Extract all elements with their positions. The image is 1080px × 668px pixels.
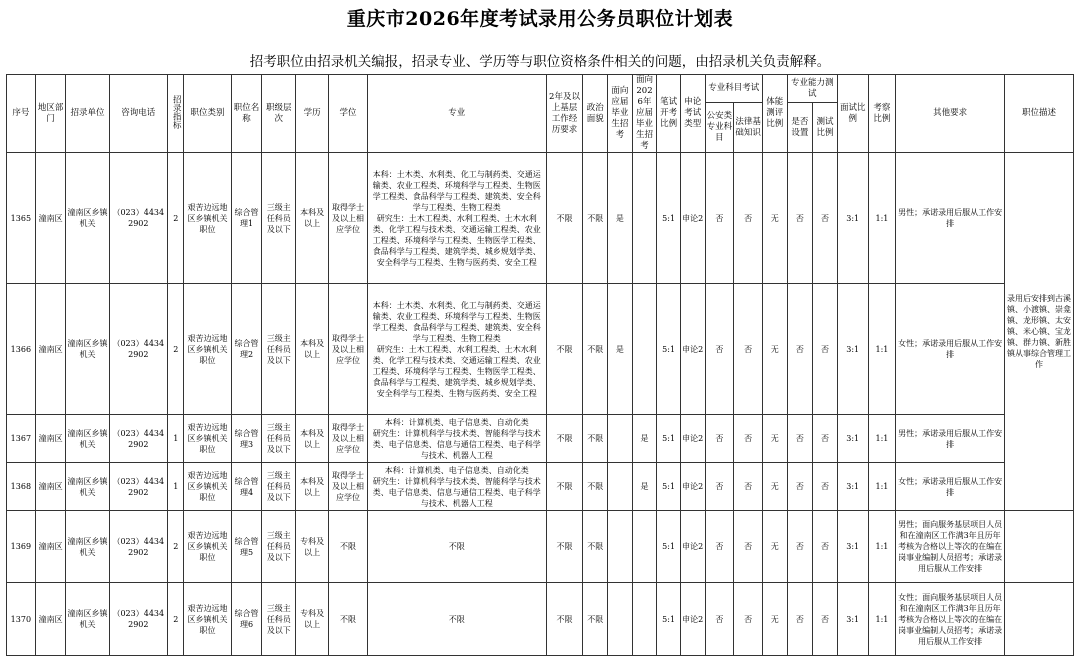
cell-essay-type: 申论2 (680, 583, 705, 656)
cell-level: 三级主任科员及以下 (262, 583, 296, 656)
cell-ability-ratio: 否 (813, 511, 838, 583)
cell-other: 男性；承诺录用后服从工作安排 (896, 153, 1005, 284)
cell-grassroots: 不限 (546, 463, 583, 511)
cell-quota: 2 (168, 284, 184, 415)
cell-unit: 潼南区乡镇机关 (66, 284, 109, 415)
cell-fresh (608, 583, 633, 656)
cell-physical: 无 (762, 415, 787, 463)
cell-edu: 本科及以上 (296, 415, 329, 463)
cell-other: 男性；面向服务基层项目人员和在潼南区工作满3年且历年考核为合格以上等次的在编在岗事业编制人员招考；承诺录用后服从工作安排 (896, 511, 1005, 583)
cell-level: 三级主任科员及以下 (262, 284, 296, 415)
table-row (7, 284, 1074, 415)
cell-police-subject: 否 (705, 284, 734, 415)
col-edu: 学历 (296, 75, 329, 153)
cell-degree: 取得学士及以上相应学位 (329, 284, 368, 415)
cell-police-subject: 否 (705, 415, 734, 463)
col-ability-ratio: 测试比例 (813, 103, 838, 153)
cell-unit: 潼南区乡镇机关 (66, 463, 109, 511)
cell-ability-setup: 否 (787, 284, 813, 415)
cell-physical: 无 (762, 583, 787, 656)
cell-interview-ratio: 3:1 (837, 153, 868, 284)
cell-exam-ratio: 5:1 (657, 511, 681, 583)
cell-exam-ratio: 5:1 (657, 583, 681, 656)
cell-degree: 取得学士及以上相应学位 (329, 415, 368, 463)
cell-major: 本科：计算机类、电子信息类、自动化类 研究生：计算机科学与技术类、智能科学与技术类、电子信息类、信息与通信工程类、电子科学与技术、机器人工程 (368, 463, 547, 511)
page-title: 重庆市2026年度考试录用公务员职位计划表 (346, 8, 734, 30)
col-political: 政治面貌 (583, 75, 608, 153)
col-position: 职位名称 (231, 75, 262, 153)
cell-phone: （023）44342902 (109, 463, 167, 511)
table-row (7, 415, 1074, 463)
cell-region: 潼南区 (35, 415, 66, 463)
cell-phone: （023）44342902 (109, 284, 167, 415)
cell-phone: （023）44342902 (109, 153, 167, 284)
cell-law-subject: 否 (734, 583, 763, 656)
cell-fresh (608, 463, 633, 511)
cell-major: 不限 (368, 583, 547, 656)
cell-ability-ratio: 否 (813, 284, 838, 415)
cell-inspect-ratio: 1:1 (868, 415, 896, 463)
cell-seq: 1366 (7, 284, 36, 415)
cell-degree: 取得学士及以上相应学位 (329, 153, 368, 284)
cell-region: 潼南区 (35, 463, 66, 511)
col-ability-test: 专业能力测试 (787, 75, 837, 103)
cell-edu: 本科及以上 (296, 153, 329, 284)
cell-unit: 潼南区乡镇机关 (66, 583, 109, 656)
cell-desc: 录用后安排到古溪镇、小渡镇、崇龛镇、龙形镇、太安镇、米心镇、宝龙镇、群力镇、新胜镇从事综合管理工作 (1005, 153, 1074, 511)
cell-other: 女性；面向服务基层项目人员和在潼南区工作满3年且历年考核为合格以上等次的在编在岗事业编制人员招考；承诺录用后服从工作安排 (896, 583, 1005, 656)
cell-position: 综合管理2 (231, 284, 262, 415)
cell-inspect-ratio: 1:1 (868, 153, 896, 284)
cell-grassroots: 不限 (546, 583, 583, 656)
cell-ability-setup: 否 (787, 511, 813, 583)
cell-ability-setup: 否 (787, 583, 813, 656)
cell-major: 不限 (368, 511, 547, 583)
cell-position: 综合管理1 (231, 153, 262, 284)
cell-ability-setup: 否 (787, 415, 813, 463)
cell-political: 不限 (583, 284, 608, 415)
col-fresh: 面向应届毕业生招考 (608, 75, 633, 153)
position-plan-table (6, 74, 1074, 656)
cell-seq: 1368 (7, 463, 36, 511)
cell-exam-ratio: 5:1 (657, 463, 681, 511)
cell-fresh2026: 是 (632, 463, 657, 511)
cell-quota: 1 (168, 463, 184, 511)
cell-category: 艰苦边远地区乡镇机关职位 (184, 153, 231, 284)
cell-fresh: 是 (608, 153, 633, 284)
cell-grassroots: 不限 (546, 415, 583, 463)
cell-grassroots: 不限 (546, 284, 583, 415)
col-ability-setup: 是否设置 (787, 103, 813, 153)
table-row (7, 583, 1074, 656)
cell-physical: 无 (762, 511, 787, 583)
col-degree: 学位 (329, 75, 368, 153)
cell-essay-type: 申论2 (680, 511, 705, 583)
cell-quota: 2 (168, 583, 184, 656)
cell-fresh2026 (632, 284, 657, 415)
cell-political: 不限 (583, 463, 608, 511)
cell-fresh: 是 (608, 284, 633, 415)
cell-grassroots: 不限 (546, 511, 583, 583)
cell-seq: 1370 (7, 583, 36, 656)
col-unit: 招录单位 (66, 75, 109, 153)
cell-political: 不限 (583, 583, 608, 656)
cell-level: 三级主任科员及以下 (262, 153, 296, 284)
col-major: 专业 (368, 75, 547, 153)
cell-interview-ratio: 3:1 (837, 284, 868, 415)
cell-essay-type: 申论2 (680, 284, 705, 415)
cell-fresh2026 (632, 583, 657, 656)
col-pro-subject: 专业科目考试 (705, 75, 762, 103)
cell-exam-ratio: 5:1 (657, 415, 681, 463)
cell-other: 女性；承诺录用后服从工作安排 (896, 284, 1005, 415)
table-row (7, 511, 1074, 583)
cell-ability-setup: 否 (787, 463, 813, 511)
cell-category: 艰苦边远地区乡镇机关职位 (184, 415, 231, 463)
cell-edu: 专科及以上 (296, 511, 329, 583)
cell-phone: （023）44342902 (109, 415, 167, 463)
col-region: 地区部门 (35, 75, 66, 153)
header-row-1 (7, 75, 1074, 103)
table-row (7, 463, 1074, 511)
cell-inspect-ratio: 1:1 (868, 583, 896, 656)
cell-inspect-ratio: 1:1 (868, 511, 896, 583)
cell-political: 不限 (583, 153, 608, 284)
col-police-subject: 公安类专业科目 (705, 103, 734, 153)
cell-ability-ratio: 否 (813, 415, 838, 463)
cell-desc (1005, 511, 1074, 583)
cell-level: 三级主任科员及以下 (262, 415, 296, 463)
cell-police-subject: 否 (705, 153, 734, 284)
cell-physical: 无 (762, 153, 787, 284)
cell-ability-setup: 否 (787, 153, 813, 284)
cell-ability-ratio: 否 (813, 583, 838, 656)
page-subtitle: 招考职位由招录机关编报，招录专业、学历等与职位资格条件相关的问题，由招录机关负责解释。 (249, 54, 831, 70)
cell-grassroots: 不限 (546, 153, 583, 284)
cell-category: 艰苦边远地区乡镇机关职位 (184, 583, 231, 656)
cell-region: 潼南区 (35, 583, 66, 656)
cell-essay-type: 申论2 (680, 415, 705, 463)
cell-inspect-ratio: 1:1 (868, 463, 896, 511)
col-other: 其他要求 (896, 75, 1005, 153)
cell-quota: 1 (168, 415, 184, 463)
cell-quota: 2 (168, 511, 184, 583)
cell-seq: 1365 (7, 153, 36, 284)
col-interview-ratio: 面试比例 (837, 75, 868, 153)
cell-category: 艰苦边远地区乡镇机关职位 (184, 511, 231, 583)
cell-other: 男性；承诺录用后服从工作安排 (896, 415, 1005, 463)
cell-category: 艰苦边远地区乡镇机关职位 (184, 284, 231, 415)
cell-inspect-ratio: 1:1 (868, 284, 896, 415)
cell-region: 潼南区 (35, 511, 66, 583)
col-desc: 职位描述 (1005, 75, 1074, 153)
cell-fresh2026: 是 (632, 415, 657, 463)
cell-law-subject: 否 (734, 284, 763, 415)
cell-unit: 潼南区乡镇机关 (66, 153, 109, 284)
cell-edu: 专科及以上 (296, 583, 329, 656)
cell-degree: 取得学士及以上相应学位 (329, 463, 368, 511)
cell-edu: 本科及以上 (296, 463, 329, 511)
cell-other: 女性；承诺录用后服从工作安排 (896, 463, 1005, 511)
col-exam-ratio: 笔试开考比例 (657, 75, 681, 153)
col-physical: 体能测评比例 (762, 75, 787, 153)
cell-level: 三级主任科员及以下 (262, 511, 296, 583)
cell-edu: 本科及以上 (296, 284, 329, 415)
cell-unit: 潼南区乡镇机关 (66, 415, 109, 463)
cell-fresh (608, 511, 633, 583)
col-category: 职位类别 (184, 75, 231, 153)
cell-interview-ratio: 3:1 (837, 583, 868, 656)
cell-essay-type: 申论2 (680, 153, 705, 284)
cell-ability-ratio: 否 (813, 153, 838, 284)
cell-police-subject: 否 (705, 463, 734, 511)
table-row (7, 153, 1074, 284)
col-inspect-ratio: 考察比例 (868, 75, 896, 153)
cell-law-subject: 否 (734, 415, 763, 463)
cell-fresh2026 (632, 153, 657, 284)
cell-major: 本科：土木类、水利类、化工与制药类、交通运输类、农业工程类、环境科学与工程类、生物医学工程类、食品科学与工程类、建筑类、安全科学与工程类、生物工程类 研究生：土木工程类、水利工程类、土木水利类、化学工程与技术类、交通运输工程类、农业工程类、环境科学与工程类、生物医学工程类、食品科学与工程类、建筑学类、城乡规划学类、安全科学与工程类、生物与医药类、安全工程 (368, 284, 547, 415)
cell-seq: 1369 (7, 511, 36, 583)
cell-law-subject: 否 (734, 511, 763, 583)
col-quota: 招录指标 (168, 75, 184, 153)
cell-political: 不限 (583, 511, 608, 583)
cell-category: 艰苦边远地区乡镇机关职位 (184, 463, 231, 511)
col-phone: 咨询电话 (109, 75, 167, 153)
cell-phone: （023）44342902 (109, 511, 167, 583)
cell-desc (1005, 583, 1074, 656)
cell-position: 综合管理4 (231, 463, 262, 511)
cell-law-subject: 否 (734, 153, 763, 284)
cell-major: 本科：土木类、水利类、化工与制药类、交通运输类、农业工程类、环境科学与工程类、生物医学工程类、食品科学与工程类、建筑类、安全科学与工程类、生物工程类 研究生：土木工程类、水利工程类、土木水利类、化学工程与技术类、交通运输工程类、农业工程类、环境科学与工程类、生物医学工程类、食品科学与工程类、建筑学类、城乡规划学类、安全科学与工程类、生物与医药类、安全工程 (368, 153, 547, 284)
cell-interview-ratio: 3:1 (837, 463, 868, 511)
cell-region: 潼南区 (35, 153, 66, 284)
cell-degree: 不限 (329, 583, 368, 656)
cell-position: 综合管理6 (231, 583, 262, 656)
table-body (7, 153, 1074, 656)
cell-major: 本科：计算机类、电子信息类、自动化类 研究生：计算机科学与技术类、智能科学与技术类、电子信息类、信息与通信工程类、电子科学与技术、机器人工程 (368, 415, 547, 463)
cell-phone: （023）44342902 (109, 583, 167, 656)
col-essay-type: 申论考试类型 (680, 75, 705, 153)
cell-exam-ratio: 5:1 (657, 153, 681, 284)
cell-fresh2026 (632, 511, 657, 583)
cell-interview-ratio: 3:1 (837, 511, 868, 583)
cell-interview-ratio: 3:1 (837, 415, 868, 463)
col-level: 职级层次 (262, 75, 296, 153)
cell-quota: 2 (168, 153, 184, 284)
col-law-subject: 法律基础知识 (734, 103, 763, 153)
cell-position: 综合管理3 (231, 415, 262, 463)
cell-political: 不限 (583, 415, 608, 463)
cell-exam-ratio: 5:1 (657, 284, 681, 415)
cell-level: 三级主任科员及以下 (262, 463, 296, 511)
cell-physical: 无 (762, 463, 787, 511)
cell-unit: 潼南区乡镇机关 (66, 511, 109, 583)
col-seq: 序号 (7, 75, 36, 153)
cell-position: 综合管理5 (231, 511, 262, 583)
cell-degree: 不限 (329, 511, 368, 583)
cell-police-subject: 否 (705, 583, 734, 656)
cell-seq: 1367 (7, 415, 36, 463)
cell-ability-ratio: 否 (813, 463, 838, 511)
col-grassroots: 2年及以上基层工作经历要求 (546, 75, 583, 153)
col-fresh2026: 面向2026年应届毕业生招考 (632, 75, 657, 153)
cell-law-subject: 否 (734, 463, 763, 511)
cell-physical: 无 (762, 284, 787, 415)
cell-essay-type: 申论2 (680, 463, 705, 511)
cell-region: 潼南区 (35, 284, 66, 415)
cell-police-subject: 否 (705, 511, 734, 583)
cell-fresh (608, 415, 633, 463)
